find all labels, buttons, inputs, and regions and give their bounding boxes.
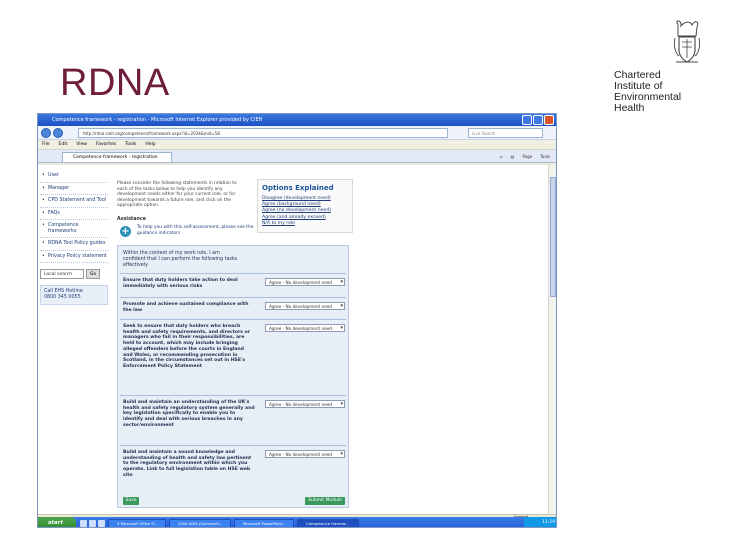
- scrollbar-thumb[interactable]: [550, 177, 556, 297]
- option-link-no-need[interactable]: Agree (no development need): [262, 208, 331, 214]
- close-button[interactable]: [544, 115, 554, 125]
- option-link-background[interactable]: Agree (background need): [262, 202, 321, 208]
- sidebar-item-user[interactable]: • User: [40, 170, 108, 183]
- address-bar: [38, 126, 556, 140]
- competence-statement: Seek to ensure that duty holders who breach health and safety requirements, and directors or managers who fail in their responsibilities, are held to account, which may include bringing alleged offenders before the courts in England and Wales, or recommending prosecution in Scotland, in the circumstances set out in HSE's Enforcement Policy Statement: [123, 324, 251, 369]
- menu-bar: [38, 140, 556, 150]
- maximize-button[interactable]: [533, 115, 543, 125]
- command-bar: [500, 152, 550, 161]
- search-input[interactable]: Live Search: [468, 128, 543, 138]
- menu-tools[interactable]: Tools: [125, 142, 137, 147]
- start-button[interactable]: start: [38, 517, 76, 528]
- print-icon[interactable]: ▤: [510, 154, 515, 159]
- competence-select[interactable]: Agree - No development need ▾: [265, 278, 345, 286]
- local-search-input[interactable]: Local search: [40, 269, 84, 279]
- menu-favorites[interactable]: Favorites: [95, 142, 117, 147]
- competence-row: [120, 445, 346, 491]
- local-search: [40, 269, 108, 279]
- local-search-button[interactable]: Go: [86, 269, 100, 279]
- sidebar-item-frameworks[interactable]: • Competence frameworks: [40, 220, 108, 238]
- options-explained-panel: [257, 179, 353, 233]
- sidebar-item-manager[interactable]: • Manager: [40, 183, 108, 196]
- competence-select[interactable]: Agree - No development need ▾: [265, 302, 345, 310]
- taskbar-item[interactable]: 3 Microsoft Office O...: [108, 519, 166, 528]
- taskbar-item[interactable]: Microsoft PowerPoint...: [234, 519, 294, 528]
- quick-launch: [80, 520, 105, 527]
- quick-launch-icon[interactable]: [89, 520, 96, 527]
- sidebar-item-policy-guides[interactable]: • RDNA Tool Policy guides: [40, 238, 108, 251]
- option-link-na[interactable]: N/A to my role: [262, 220, 296, 226]
- menu-view[interactable]: View: [76, 142, 87, 147]
- page-menu[interactable]: Page: [522, 154, 533, 159]
- home-icon[interactable]: ⌂: [500, 154, 503, 159]
- competence-statement: Build and maintain an understanding of the UK's health and safety regulatory system generally and key legislation specifically to enable you to identify and deal with serious breaches in any sector/environment: [123, 400, 255, 428]
- back-arrow-icon[interactable]: [41, 128, 51, 138]
- vertical-scrollbar[interactable]: [548, 165, 556, 514]
- competence-row: [120, 297, 346, 319]
- taskbar: [38, 517, 557, 528]
- tab-competence-framework[interactable]: Competence framework - registration: [62, 152, 172, 162]
- menu-edit[interactable]: Edit: [58, 142, 68, 147]
- tab-bar: [38, 150, 556, 163]
- hotline-label: Call EHS Hotline: [44, 289, 83, 294]
- quick-launch-icon[interactable]: [80, 520, 87, 527]
- submit-module-button[interactable]: Submit Module: [305, 497, 345, 505]
- slide-title: RDNA: [60, 62, 170, 104]
- logo-wordmark: Chartered Institute of Environmental Health: [614, 69, 682, 114]
- window-titlebar: [38, 114, 556, 126]
- competence-statement: Ensure that duty holders take action to deal immediately with serious risks: [123, 278, 238, 289]
- minimize-button[interactable]: [522, 115, 532, 125]
- option-link-exceed[interactable]: Agree (and already exceed): [262, 214, 326, 220]
- tools-menu[interactable]: Tools: [540, 154, 550, 159]
- window-title: Competence framework - registration - Microsoft Internet Explorer provided by CIEH: [52, 117, 263, 123]
- competence-select[interactable]: Agree - No development need ▾: [265, 450, 345, 458]
- competence-row: [120, 395, 346, 445]
- taskbar-item[interactable]: Competence framew...: [297, 519, 359, 528]
- sidebar-item-privacy[interactable]: • Privacy Policy statement: [40, 251, 108, 264]
- save-button[interactable]: Save: [123, 497, 139, 505]
- sidebar: [40, 170, 108, 305]
- sidebar-item-faqs[interactable]: • FAQs: [40, 208, 108, 221]
- forward-arrow-icon[interactable]: [53, 128, 63, 138]
- form-heading: Within the context of my work role, I am confident that I can perform the following tasks effectively: [123, 251, 238, 268]
- system-clock: 11:29: [524, 517, 557, 528]
- competence-row: [120, 273, 346, 297]
- competence-statement: Build and maintain a sound knowledge and understanding of health and safety law pertinent to the regulatory environment within which you operate. Link to full legislation table on HSE web site: [123, 450, 252, 478]
- competence-select[interactable]: Agree - No development need ▾: [265, 400, 345, 408]
- intro-text: Please consider the following statements in relation to each of the tasks below to help you identify any development needs either for your current role, or for development towards a future role, and click on the appropriate option.: [117, 181, 237, 209]
- browser-screenshot: [37, 113, 557, 528]
- assistance-heading: Assistance: [117, 217, 146, 222]
- coat-of-arms-icon: [672, 18, 702, 66]
- menu-file[interactable]: File: [42, 142, 50, 147]
- quick-launch-icon[interactable]: [98, 520, 105, 527]
- page-content: [38, 165, 550, 514]
- option-link-disagree[interactable]: Disagree (development need): [262, 196, 331, 201]
- options-title: Options Explained: [262, 184, 334, 192]
- menu-help[interactable]: Help: [145, 142, 156, 147]
- hotline-number: 0800 345 0055: [44, 295, 81, 300]
- taskbar-item[interactable]: 2008 AGM (Summerfi...: [169, 519, 231, 528]
- competence-statement: Promote and achieve sustained compliance with the law: [123, 302, 249, 313]
- plus-icon[interactable]: +: [121, 226, 130, 237]
- sidebar-item-cpd[interactable]: • CPD Statement and Tool: [40, 195, 108, 208]
- address-input[interactable]: http://rdna.cieh.org/competence/framework.aspx?id=2034&mid=58: [78, 128, 448, 138]
- competence-row: [120, 319, 346, 395]
- competence-form: [117, 245, 349, 508]
- hotline-box: [40, 285, 108, 305]
- competence-select[interactable]: Agree - No development need ▾: [265, 324, 345, 332]
- assistance-link[interactable]: To help you with this self-assessment, please see the guidance indicators: [137, 225, 254, 236]
